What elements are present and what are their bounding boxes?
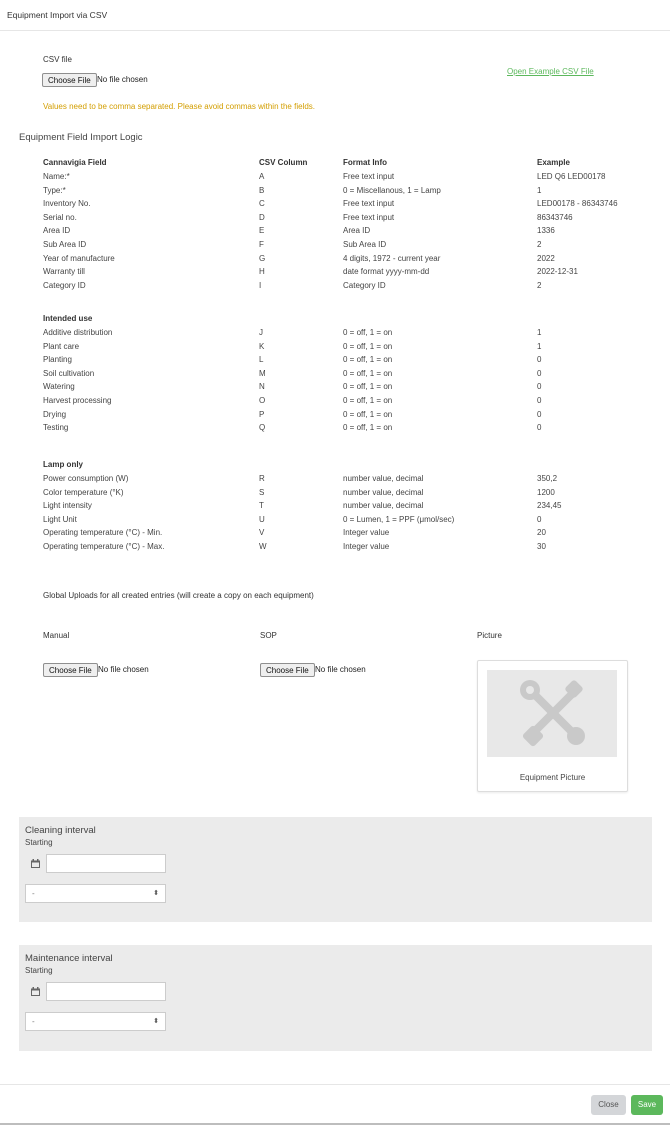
field-cell: Plant care (43, 341, 80, 351)
column-cell: G (259, 253, 266, 263)
maintenance-select-value: - (32, 1017, 35, 1026)
table-row (43, 528, 643, 541)
cleaning-interval-panel (19, 817, 652, 922)
maintenance-interval-select[interactable] (25, 1012, 166, 1031)
column-cell: M (259, 368, 266, 378)
field-cell: Name:* (43, 172, 70, 181)
table-row (43, 382, 643, 395)
table-row (43, 172, 643, 185)
format-cell: 0 = off, 1 = on (343, 328, 393, 337)
column-cell: U (259, 514, 265, 524)
field-cell: Type:* (43, 185, 66, 195)
field-cell: Inventory No. (43, 199, 91, 209)
format-cell: 4 digits, 1972 - current year (343, 253, 441, 263)
example-cell: 1336 (537, 226, 555, 236)
format-cell: Free text input (343, 212, 395, 222)
select-arrows-icon: ⬍ (153, 890, 159, 897)
example-cell: 234,45 (537, 501, 562, 511)
column-cell: V (259, 528, 265, 538)
field-cell: Additive distribution (43, 328, 113, 337)
csv-warning-text: Values need to be comma separated. Please avoid commas within the fields. (43, 102, 315, 111)
close-button[interactable]: Close (591, 1095, 626, 1115)
cleaning-interval-title: Cleaning interval (25, 825, 96, 836)
format-cell: number value, decimal (343, 474, 424, 483)
example-cell: 2 (537, 280, 542, 290)
table-row (43, 396, 643, 409)
calendar-icon[interactable] (25, 982, 46, 1001)
format-cell: Category ID (343, 280, 386, 290)
table-header-row (43, 158, 643, 171)
field-cell: Harvest processing (43, 396, 112, 405)
column-cell: J (259, 328, 263, 337)
format-cell: 0 = off, 1 = on (343, 409, 393, 419)
table-row (43, 355, 643, 368)
example-cell: 0 (537, 409, 542, 419)
format-cell: 0 = off, 1 = on (343, 423, 393, 433)
table-row (43, 199, 643, 212)
example-cell: 350,2 (537, 474, 558, 483)
lamp-only-heading: Lamp only (43, 460, 84, 469)
intended-use-heading: Intended use (43, 314, 93, 323)
header-divider (0, 30, 670, 31)
column-cell: D (259, 212, 265, 222)
example-cell: LED00178 - 86343746 (537, 199, 618, 209)
maintenance-date-group (25, 982, 166, 1001)
cleaning-date-group (25, 854, 166, 873)
field-cell: Watering (43, 382, 75, 392)
example-cell: 1 (537, 328, 542, 337)
csv-file-label: CSV file (43, 55, 72, 64)
header-csv-column: CSV Column (259, 158, 308, 167)
format-cell: 0 = off, 1 = on (343, 341, 393, 351)
import-logic-title: Equipment Field Import Logic (19, 132, 143, 143)
table-row (43, 423, 643, 436)
table-row (43, 254, 643, 267)
maintenance-starting-label: Starting (25, 966, 53, 975)
format-cell: Free text input (343, 172, 395, 181)
csv-file-status: No file chosen (97, 75, 148, 84)
column-cell: P (259, 409, 265, 419)
table-row (43, 281, 643, 294)
calendar-icon[interactable] (25, 854, 46, 873)
table-row (43, 240, 643, 253)
cleaning-interval-select[interactable] (25, 884, 166, 903)
table-row (43, 501, 643, 514)
picture-placeholder[interactable] (487, 670, 617, 757)
column-cell: S (259, 487, 265, 497)
header-example: Example (537, 158, 570, 167)
manual-label: Manual (43, 631, 70, 640)
picture-caption: Equipment Picture (519, 773, 586, 782)
table-row (43, 488, 643, 501)
field-cell: Operating temperature (°C) - Max. (43, 542, 165, 551)
column-cell: A (259, 172, 265, 181)
format-cell: 0 = off, 1 = on (343, 396, 393, 405)
column-cell: F (259, 240, 264, 249)
table-row (43, 410, 643, 423)
column-cell: N (259, 382, 265, 392)
field-cell: Serial no. (43, 212, 77, 222)
format-cell: 0 = off, 1 = on (343, 382, 393, 392)
csv-choose-file-button[interactable]: Choose File (42, 73, 97, 87)
column-cell: L (259, 355, 264, 365)
field-cell: Category ID (43, 280, 86, 290)
field-cell: Testing (43, 423, 69, 433)
manual-choose-file-button[interactable]: Choose File (43, 663, 98, 677)
column-cell: R (259, 474, 265, 483)
column-cell: B (259, 185, 265, 195)
format-cell: number value, decimal (343, 487, 424, 497)
sop-label: SOP (260, 631, 277, 640)
select-arrows-icon: ⬍ (153, 1018, 159, 1025)
example-cell: 0 (537, 423, 542, 433)
example-cell: 1200 (537, 487, 555, 497)
example-cell: 2022 (537, 253, 555, 263)
cleaning-start-date-input[interactable] (46, 854, 166, 873)
cleaning-starting-label: Starting (25, 838, 53, 847)
format-cell: Sub Area ID (343, 240, 387, 249)
column-cell: Q (259, 423, 266, 433)
field-cell: Soil cultivation (43, 368, 95, 378)
example-cell: 20 (537, 528, 546, 538)
example-cell: LED Q6 LED00178 (537, 172, 606, 181)
column-cell: W (259, 542, 267, 551)
field-cell: Planting (43, 355, 72, 365)
column-cell: O (259, 396, 266, 405)
field-cell: Light Unit (43, 514, 77, 524)
table-row (43, 542, 643, 555)
example-cell: 2 (537, 240, 542, 249)
global-uploads-title: Global Uploads for all created entries (will create a copy on each equipment) (43, 591, 314, 600)
bottom-edge (0, 1123, 670, 1125)
format-cell: Integer value (343, 528, 390, 538)
tools-icon (487, 670, 617, 757)
format-cell: Integer value (343, 542, 390, 551)
manual-file-status: No file chosen (98, 665, 149, 674)
maintenance-interval-title: Maintenance interval (25, 953, 113, 964)
equipment-picture-card[interactable] (477, 660, 628, 792)
example-cell: 0 (537, 355, 542, 365)
example-cell: 0 (537, 514, 542, 524)
example-cell: 86343746 (537, 212, 573, 222)
table-row (43, 226, 643, 239)
column-cell: H (259, 267, 265, 277)
field-cell: Drying (43, 409, 67, 419)
column-cell: K (259, 341, 265, 351)
example-cell: 30 (537, 542, 546, 551)
format-cell: 0 = off, 1 = on (343, 355, 393, 365)
format-cell: number value, decimal (343, 501, 424, 511)
save-button[interactable]: Save (631, 1095, 663, 1115)
table-row (43, 328, 643, 341)
open-example-csv-link[interactable]: Open Example CSV File (507, 67, 594, 76)
footer-divider (0, 1084, 670, 1085)
picture-label: Picture (477, 631, 502, 640)
format-cell: 0 = Lumen, 1 = PPF (μmol/sec) (343, 514, 455, 524)
sop-choose-file-button[interactable]: Choose File (260, 663, 315, 677)
format-cell: Area ID (343, 226, 371, 236)
example-cell: 1 (537, 341, 542, 351)
format-cell: 0 = off, 1 = on (343, 368, 393, 378)
table-row (43, 474, 643, 487)
format-cell: 0 = Miscellanous, 1 = Lamp (343, 185, 441, 195)
table-row (43, 267, 643, 280)
header-format-info: Format Info (343, 158, 387, 167)
modal-title: Equipment Import via CSV (7, 10, 108, 20)
format-cell: Free text input (343, 199, 395, 209)
table-row (43, 186, 643, 199)
column-cell: T (259, 501, 264, 511)
column-cell: I (259, 280, 262, 290)
field-cell: Operating temperature (°C) - Min. (43, 528, 163, 538)
field-cell: Power consumption (W) (43, 474, 129, 483)
cleaning-select-value: - (32, 889, 35, 898)
table-row (43, 213, 643, 226)
maintenance-interval-panel (19, 945, 652, 1051)
example-cell: 0 (537, 396, 542, 405)
field-cell: Sub Area ID (43, 240, 87, 249)
table-row (43, 342, 643, 355)
table-row (43, 369, 643, 382)
example-cell: 0 (537, 368, 542, 378)
column-cell: C (259, 199, 265, 209)
field-cell: Area ID (43, 226, 71, 236)
field-cell: Color temperature (°K) (43, 487, 124, 497)
field-cell: Warranty till (43, 267, 85, 277)
example-cell: 0 (537, 382, 542, 392)
maintenance-start-date-input[interactable] (46, 982, 166, 1001)
field-cell: Year of manufacture (43, 253, 115, 263)
field-cell: Light intensity (43, 501, 92, 511)
table-row (43, 515, 643, 528)
example-cell: 1 (537, 185, 542, 195)
sop-file-status: No file chosen (315, 665, 366, 674)
column-cell: E (259, 226, 265, 236)
example-cell: 2022-12-31 (537, 267, 578, 277)
format-cell: date format yyyy-mm-dd (343, 267, 430, 277)
header-cannavigia-field: Cannavigia Field (43, 158, 107, 167)
